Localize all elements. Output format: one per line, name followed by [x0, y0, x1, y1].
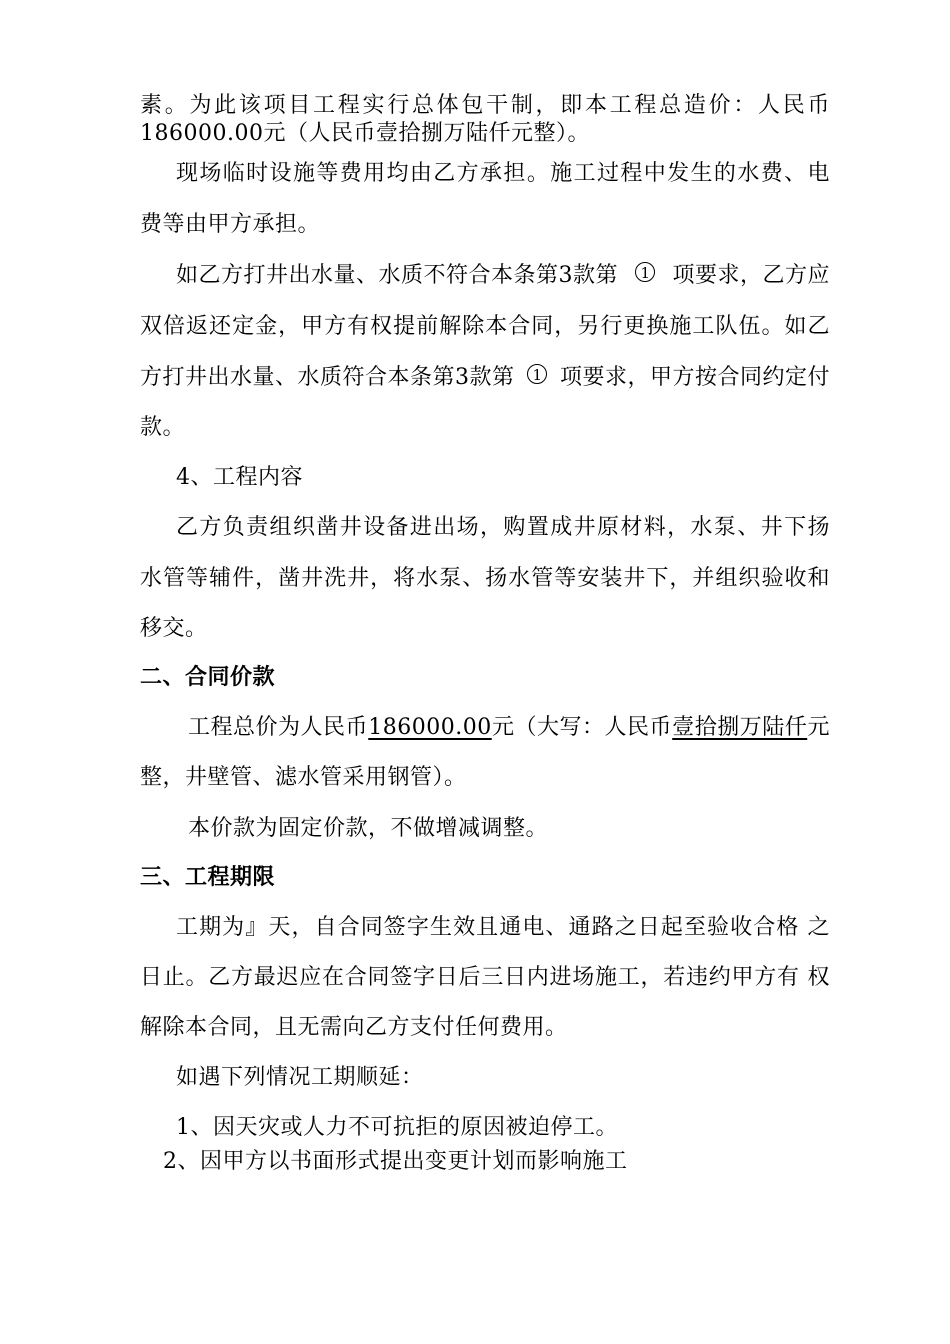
text-span: 元 [807, 715, 830, 740]
section-heading: 二、合同价款 [140, 665, 276, 690]
paragraph-line [188, 714, 830, 742]
paragraph-line: 水管等辅件，凿井洗井，将水泵、扬水管等安装井下，并组织验收和 [140, 566, 830, 591]
paragraph-line: 款。 [140, 415, 186, 440]
text-span: 项要求，乙方应 [672, 263, 830, 288]
paragraph-line [176, 262, 830, 290]
list-item: 2、因甲方以书面形式提出变更计划而影响施工 [163, 1149, 628, 1174]
paragraph-line: 解除本合同，且无需向乙方支付任何费用。 [140, 1015, 568, 1040]
price-amount: 186000.00 [368, 715, 492, 740]
paragraph-line: 乙方负责组织凿井设备进出场，购置成井原材料，水泵、井下扬 [176, 515, 830, 540]
section-heading: 三、工程期限 [140, 865, 276, 890]
paragraph-line: 本价款为固定价款，不做增减调整。 [188, 816, 549, 841]
text-span: 元（大写：人民币 [491, 715, 672, 740]
paragraph-line: 素。为此该项目工程实行总体包干制，即本工程总造价：人民币 [140, 93, 830, 118]
text-span: 方打井出水量、水质符合本条第3款第 [140, 365, 515, 390]
paragraph-line: 如遇下列情况工期顺延： [176, 1065, 424, 1090]
paragraph-line: 双倍返还定金，甲方有权提前解除本合同，另行更换施工队伍。如乙 [140, 314, 830, 339]
circled-number: 1 [635, 262, 655, 282]
paragraph-line: 费等由甲方承担。 [140, 212, 321, 237]
paragraph-line [140, 364, 830, 392]
paragraph-line: 整，井壁管、滤水管采用钢管）。 [140, 765, 467, 790]
subsection-heading: 4、工程内容 [176, 465, 303, 490]
text-span: 工程总价为人民币 [188, 715, 369, 740]
list-item: 1、因天灾或人力不可抗拒的原因被迫停工。 [176, 1115, 618, 1140]
price-in-words: 壹拾捌万陆仟 [672, 715, 808, 740]
paragraph-line: 现场临时设施等费用均由乙方承担。施工过程中发生的水费、电 [176, 161, 830, 186]
paragraph-line: 186000.00元（人民币壹拾捌万陆仟元整）。 [140, 121, 590, 146]
text-span: 项要求，甲方按合同约定付 [559, 365, 830, 390]
text-span: 如乙方打井出水量、水质不符合本条第3款第 [176, 263, 618, 288]
paragraph-line: 日止。乙方最迟应在合同签字日后三日内进场施工，若违约甲方有 权 [140, 965, 830, 990]
paragraph-line: 移交。 [140, 616, 208, 641]
paragraph-line: 工期为』天，自合同签字生效且通电、通路之日起至验收合格 之 [176, 915, 830, 940]
circled-number: 1 [527, 364, 547, 384]
